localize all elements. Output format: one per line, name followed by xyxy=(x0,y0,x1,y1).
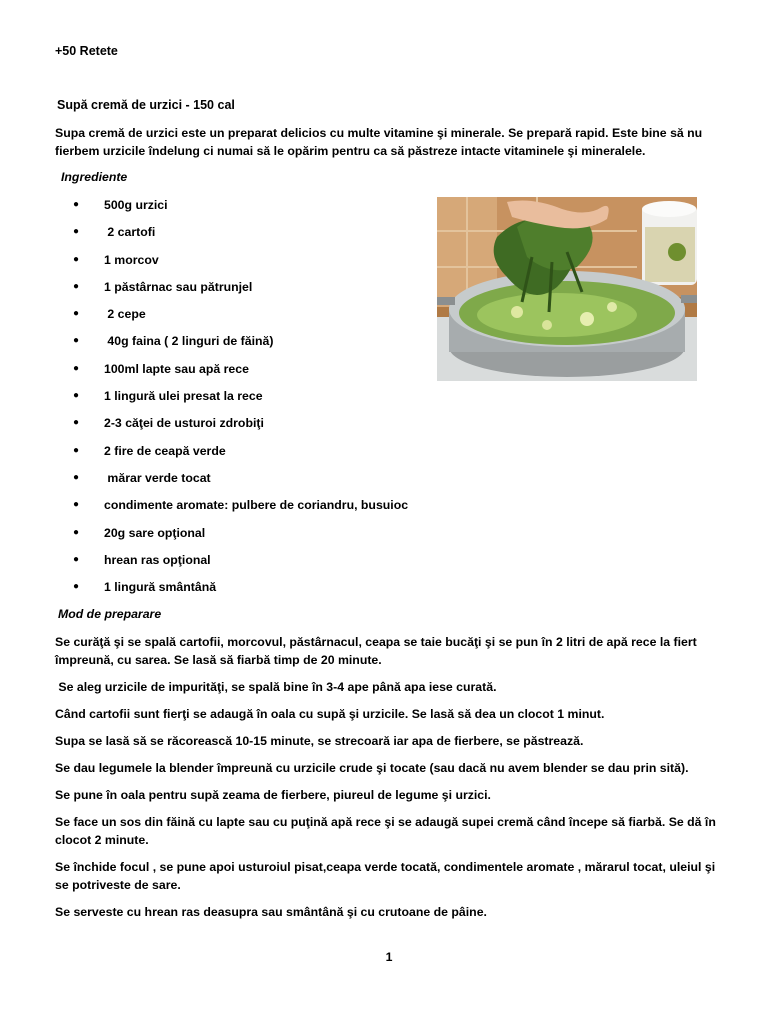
page-number: 1 xyxy=(385,950,393,964)
ingredient-label: 2-3 căţei de usturoi zdrobiţi xyxy=(104,416,264,431)
recipe-intro: Supa cremă de urzici este un preparat delicios cu multe vitamine şi minerale. Se prepară rapid. Este bine să nu fierbem urzicile îndelung ci numai să le opărim pentru ca să păstreze intacte vitaminele şi mineralele. xyxy=(55,126,703,158)
preparation-step: Se aleg urzicile de impurităţi, se spală bine în 3-4 ape până apa iese curată. xyxy=(55,680,497,694)
ingredient-label: 2 fire de ceapă verde xyxy=(104,443,226,458)
ingredients-heading: Ingrediente xyxy=(61,170,128,184)
bullet-icon: ● xyxy=(73,226,80,238)
ingredient-label: 1 lingură ulei presat la rece xyxy=(104,389,263,404)
bullet-icon: ● xyxy=(73,362,80,374)
bullet-icon: ● xyxy=(73,553,80,565)
ingredient-label: 500g urzici xyxy=(104,198,168,212)
bullet-icon: ● xyxy=(73,499,80,511)
preparation-heading: Mod de preparare xyxy=(58,607,162,621)
preparation-step: Se curăţă şi se spală cartofii, morcovul, păstârnacul, ceapa se taie bucăţi şi se pun în 2 litri de apă rece la fiert împreună, cu sarea. Se lasă să fiarbă timp de 20 minute. xyxy=(55,635,701,667)
bullet-icon: ● xyxy=(73,335,80,347)
ingredient-label: 40g faina ( 2 linguri de făină) xyxy=(104,334,274,349)
preparation-step: Supa se lasă să se răcorească 10-15 minute, se strecoară iar apa de fierbere, se păstrează. xyxy=(55,734,584,748)
ingredient-label: 2 cepe xyxy=(104,307,146,322)
recipe-title: Supă cremă de urzici - 150 cal xyxy=(57,98,235,112)
bullet-icon: ● xyxy=(73,199,80,210)
preparation-steps xyxy=(55,633,720,930)
bullet-icon: ● xyxy=(73,471,80,483)
ingredient-label: 1 păstârnac sau pătrunjel xyxy=(104,279,253,294)
bullet-icon: ● xyxy=(73,444,80,456)
ingredient-label: 1 lingură smântână xyxy=(104,580,217,595)
ingredient-label: hrean ras opţional xyxy=(104,552,211,567)
preparation-step: Se dau legumele la blender împreună cu urzicile crude şi tocate (sau dacă nu avem blender se dau prin sită). xyxy=(55,761,689,775)
ingredient-label: 20g sare opţional xyxy=(104,525,206,540)
preparation-step: Se face un sos din făină cu lapte sau cu puţină apă rece şi se adaugă supei cremă când începe să fiarbă. Se dă în clocot 2 minute. xyxy=(55,815,720,847)
recipe-photo xyxy=(437,197,697,381)
bullet-icon: ● xyxy=(73,308,80,320)
document-header: +50 Retete xyxy=(55,44,118,58)
preparation-step: Se închide focul , se pune apoi usturoiul pisat,ceapa verde tocată, condimentele aromate , mărarul tocat, uleiul şi se potriveste de sare. xyxy=(55,860,719,892)
bullet-icon: ● xyxy=(73,417,80,429)
bullet-icon: ● xyxy=(73,390,80,402)
ingredient-label: 1 morcov xyxy=(104,252,159,267)
ingredient-label: 2 cartofi xyxy=(104,225,156,240)
bullet-icon: ● xyxy=(73,526,80,538)
preparation-step: Se pune în oala pentru supă zeama de fierbere, piureul de legume şi urzici. xyxy=(55,788,491,802)
ingredient-label: 100ml lapte sau apă rece xyxy=(104,361,249,376)
bullet-icon: ● xyxy=(73,581,80,593)
ingredient-label: condimente aromate: pulbere de coriandru, busuioc xyxy=(104,498,409,513)
ingredient-label: mărar verde tocat xyxy=(104,470,211,485)
bullet-icon: ● xyxy=(73,253,80,265)
preparation-step: Se serveste cu hrean ras deasupra sau smântână şi cu crutoane de pâine. xyxy=(55,905,487,919)
preparation-step: Când cartofii sunt fierţi se adaugă în oala cu supă şi urzicile. Se lasă să dea un clocot 1 minut. xyxy=(55,707,605,721)
bullet-icon: ● xyxy=(73,280,80,292)
